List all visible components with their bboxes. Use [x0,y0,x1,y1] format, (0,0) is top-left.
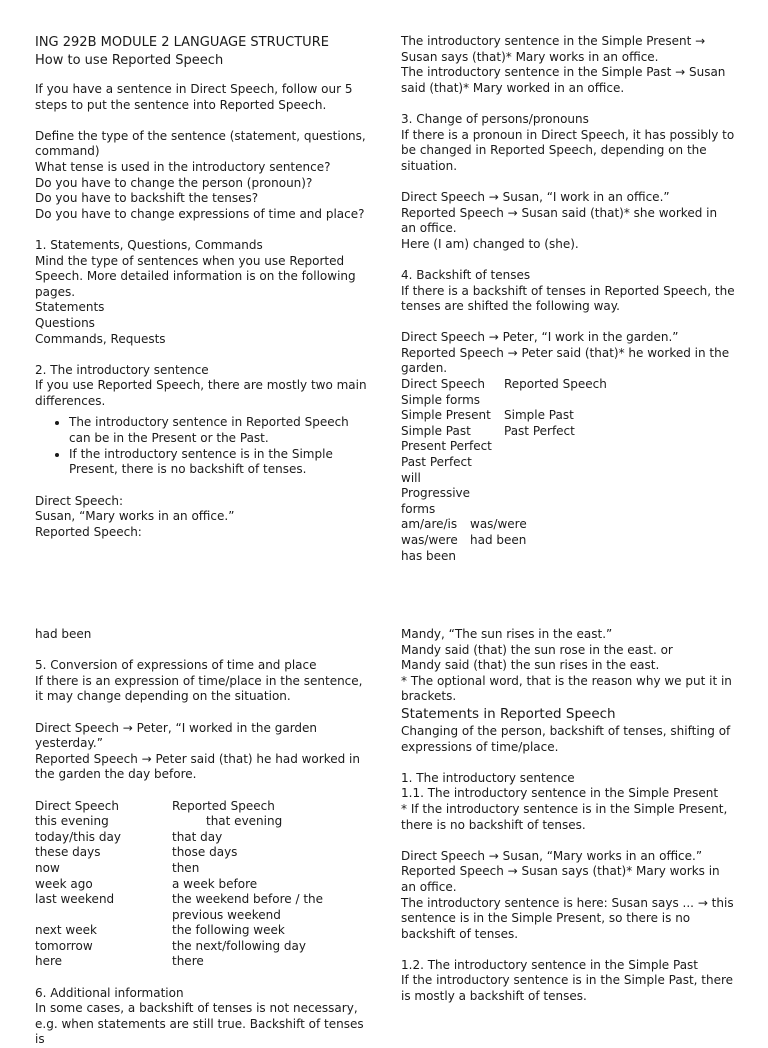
table-cell: last weekend [35,892,115,907]
time-table-row [35,939,367,955]
section-5-text: If there is an expression of time/place in the sentence, it may change depending on the situation. [35,673,367,704]
table-cell: Progressive forms [401,486,471,516]
tense-table-row [401,455,735,471]
tense-table-row [401,408,735,424]
table-cell: Simple Present [401,408,491,423]
table-cell: had been [470,533,527,547]
step-item: Do you have to change expressions of time and place? [35,206,365,221]
document-title: ING 292B MODULE 2 LANGUAGE STRUCTURE [35,35,329,50]
section-6-heading: 6. Additional information [35,985,184,1000]
step-item: What tense is used in the introductory sentence? [35,159,331,174]
table-cell: Simple Past [401,423,471,438]
table-header-cell: Direct Speech [401,377,485,392]
tense-table-row [401,393,735,409]
section-4-direct: Direct Speech → Peter, “I work in the garden.” [401,330,679,345]
example-note: The introductory sentence is here: Susan says ... → this sentence is in the Simple Present, so there is no backshift of tenses. [401,895,738,941]
table-header-cell: Reported Speech [172,798,275,813]
time-table-row [35,892,367,923]
tense-table-row [401,486,735,517]
statements-intro: Changing of the person, backshift of tenses, shifting of expressions of time/place. [401,723,735,754]
table-cell: will [401,470,421,485]
section-2-heading: 2. The introductory sentence [35,362,209,377]
table-cell: the weekend before / the previous weekend [172,892,324,922]
table-cell: that day [172,829,223,844]
table-cell: was/were [401,533,458,547]
table-header-cell: Direct Speech [35,798,119,813]
time-table-header [35,799,367,815]
sentence-type-item: Questions [35,315,95,330]
table-cell: tomorrow [35,938,93,953]
table-cell: Simple forms [401,392,481,407]
tense-table-header [401,377,735,393]
table-cell: then [172,860,200,875]
section-3-note: Here (I am) changed to (she). [401,236,579,251]
table-cell: Present Perfect [401,439,492,454]
table-cell: has been [401,548,457,563]
intro-simple-past: The introductory sentence in the Simple Past → Susan said (that)* Mary worked in an office. [401,65,730,95]
section-3-text: If there is a pronoun in Direct Speech, it has possibly to be changed in Reported Speech, depending on the situation. [401,127,739,173]
section-2-bullet-list [35,415,367,477]
tense-table-row [401,471,735,487]
table-cell: this evening [35,814,109,829]
step-item: Define the type of the sentence (statement, questions, command) [35,128,370,159]
tense-table-row [401,424,735,440]
page1-right-column [401,34,739,564]
table-cell: the following week [172,923,285,938]
tense-table-row [401,517,735,533]
table-cell: Past Perfect [504,423,575,438]
section-4-heading: 4. Backshift of tenses [401,267,531,282]
footnote: * The optional word, that is the reason why we put it in brackets. [401,673,736,704]
table-cell: Simple Past [504,408,574,423]
step-item: Do you have to change the person (pronoun)? [35,175,313,190]
mandy-reported-past: Mandy said (that) the sun rose in the east. or [401,642,673,657]
intro-paragraph: If you have a sentence in Direct Speech, follow our 5 steps to put the sentence into Reported Speech. [35,82,357,112]
table-cell: the next/following day [172,938,306,953]
subsection-1-1-text: * If the introductory sentence is in the Simple Present, there is no backshift of tenses. [401,801,732,832]
page1-left-column [35,34,371,541]
page2-left-column [35,627,367,1048]
section-5-reported: Reported Speech → Peter said (that) he had worked in the garden the day before. [35,751,364,782]
table-cell: these days [35,845,101,860]
subsection-1-heading: 1. The introductory sentence [401,770,575,785]
table-header-cell: Reported Speech [504,377,607,392]
table-cell: was/were [470,517,527,532]
section-4-reported: Reported Speech → Peter said (that)* he worked in the garden. [401,345,733,376]
reported-speech-label: Reported Speech: [35,525,142,540]
table-cell: today/this day [35,829,121,844]
sentence-type-item: Statements [35,300,105,315]
table-cell: next week [35,923,97,938]
table-cell: there [172,954,204,969]
intro-simple-present: The introductory sentence in the Simple Present → Susan says (that)* Mary works in an office. [401,34,710,64]
direct-speech-label: Direct Speech: [35,493,123,508]
time-table-row [35,814,367,830]
section-1-heading: 1. Statements, Questions, Commands [35,237,263,252]
mandy-direct: Mandy, “The sun rises in the east.” [401,627,613,641]
table-cell: now [35,860,60,875]
time-table-row [35,830,367,846]
time-place-table [35,799,367,971]
tense-table-row [401,439,735,455]
sentence-type-item: Commands, Requests [35,331,166,346]
table-cell: here [35,954,63,969]
section-heading: Statements in Reported Speech [401,705,616,722]
table-cell: a week before [172,876,258,891]
document-subtitle: How to use Reported Speech [35,53,224,68]
section-2-text: If you use Reported Speech, there are mostly two main differences. [35,378,371,408]
table-cell: those days [172,845,238,860]
section-3-heading: 3. Change of persons/pronouns [401,111,589,126]
subsection-1-1-heading: 1.1. The introductory sentence in the Simple Present [401,786,719,801]
section-3-reported: Reported Speech → Susan said (that)* she worked in an office. [401,205,721,236]
section-3-direct: Direct Speech → Susan, “I work in an office.” [401,189,670,204]
subsection-1-2-text: If the introductory sentence is in the Simple Past, there is mostly a backshift of tenses. [401,973,737,1004]
table-cell: week ago [35,876,93,891]
section-6-text: In some cases, a backshift of tenses is not necessary, e.g. when statements are still true. Backshift of tenses is [35,1001,368,1047]
tense-table [401,377,735,564]
section-1-text: Mind the type of sentences when you use Reported Speech. More detailed information is on the following pages. [35,253,360,299]
bullet-item: • If the introductory sentence is in the Simple Present, there is no backshift of tenses. [69,447,367,478]
section-5-direct: Direct Speech → Peter, “I worked in the garden yesterday.” [35,720,321,751]
tense-table-row [401,549,735,565]
time-table-row [35,923,367,939]
example-direct: Direct Speech → Susan, “Mary works in an office.” [401,848,703,863]
time-table-row [35,877,367,893]
subsection-1-2-heading: 1.2. The introductory sentence in the Simple Past [401,957,699,972]
section-4-text: If there is a backshift of tenses in Reported Speech, the tenses are shifted the following way. [401,283,739,314]
example-reported: Reported Speech → Susan says (that)* Mary works in an office. [401,864,724,894]
direct-speech-example: Susan, “Mary works in an office.” [35,509,235,524]
mandy-reported-present: Mandy said (that) the sun rises in the east. [401,658,660,673]
time-table-row [35,861,367,877]
section-5-heading: 5. Conversion of expressions of time and place [35,658,317,673]
bullet-item: • The introductory sentence in Reported Speech can be in the Present or the Past. [69,415,367,446]
table-cell: am/are/is [401,517,458,532]
page2-right-column [401,627,738,1005]
time-table-row [35,845,367,861]
tense-table-row [401,533,735,549]
table-cell: Past Perfect [401,455,472,470]
table-cell: that evening [206,814,283,829]
step-item: Do you have to backshift the tenses? [35,191,259,206]
continued-text: had been [35,627,92,641]
time-table-row [35,954,367,970]
